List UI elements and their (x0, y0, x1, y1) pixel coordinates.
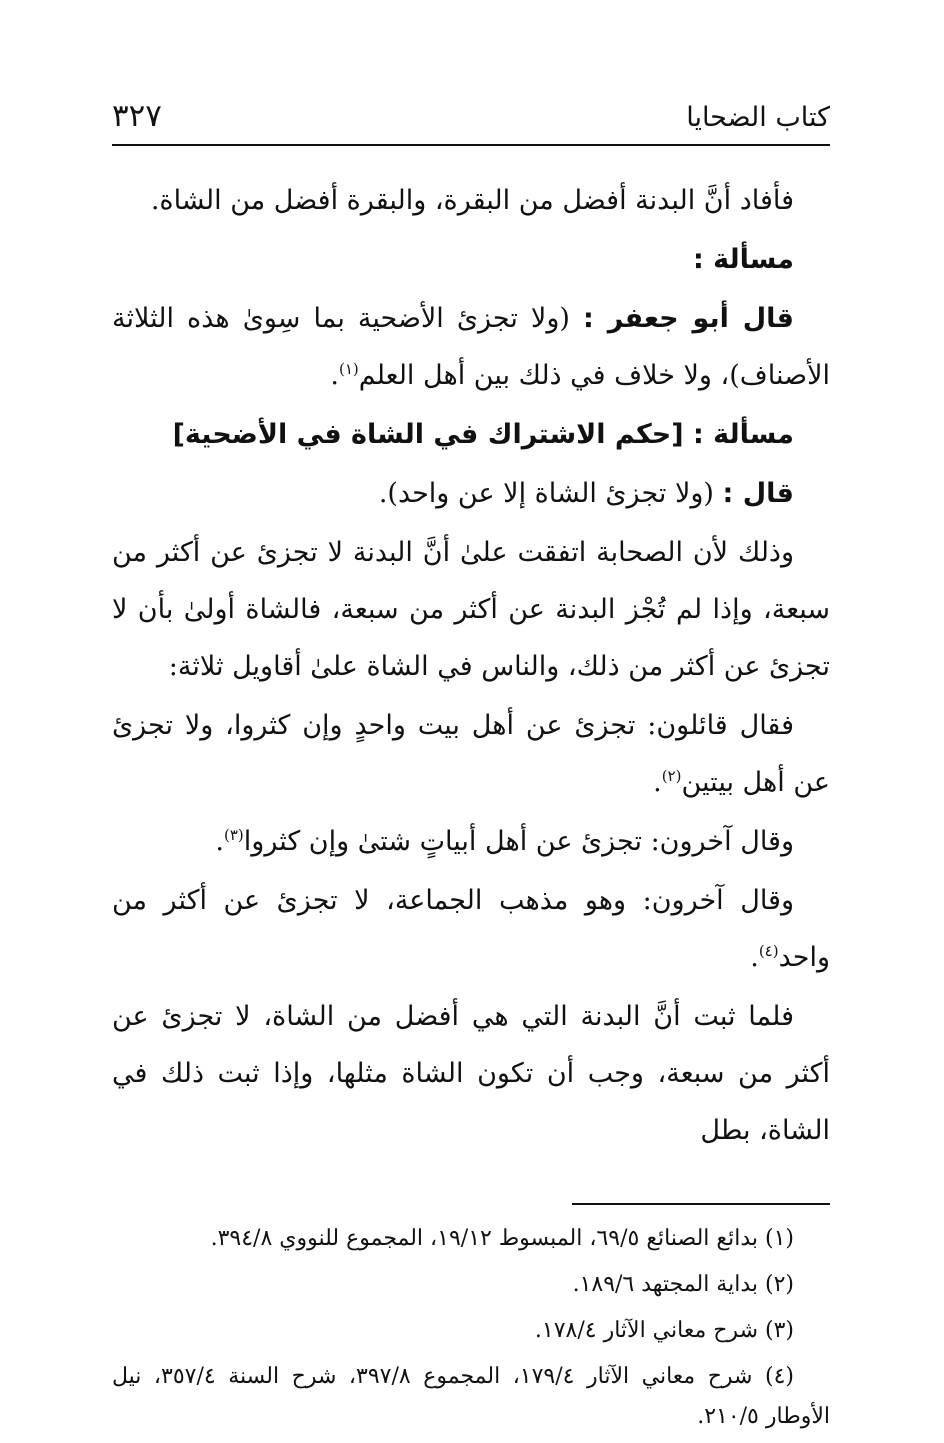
paragraph: قال : (ولا تجزئ الشاة إلا عن واحد). (378, 478, 794, 509)
running-title: كتاب الضحايا (686, 102, 830, 133)
book-page (112, 92, 830, 1443)
paragraph: قال أبو جعفر : (ولا تجزئ الأضحية بما سِوىٰ هذه الثلاثة الأصناف)، ولا خلاف في ذلك بين أهل العلم$^{(١)}$. (112, 303, 830, 391)
paragraph: فقال قائلون: تجزئ عن أهل بيت واحدٍ وإن كثروا، ولا تجزئ عن أهل بيتين$^{(٢)}$. (112, 710, 830, 798)
footnote-marker: (٤) (758, 942, 779, 960)
page-number: ٣٢٧ (112, 98, 162, 134)
paragraph: فلما ثبت أنَّ البدنة التي هي أفضل من الشاة، لا تجزئ عن أكثر من سبعة، وجب أن تكون الشاة مثلها، وإذا ثبت ذلك في الشاة، بطل (112, 1001, 830, 1146)
section-heading: مسألة : [حكم الاشتراك في الشاة في الأضحية] (172, 419, 794, 450)
footnote: (٣) شرح معاني الآثار ١٧٨/٤. (534, 1318, 794, 1343)
main-text (112, 172, 830, 1159)
footnote-marker: (٢) (661, 767, 682, 785)
footnote-marker: (١) (338, 360, 359, 378)
paragraph: وذلك لأن الصحابة اتفقت علىٰ أنَّ البدنة لا تجزئ عن أكثر من سبعة، وإذا لم تُجْز البدنة عن أكثر من سبعة، فالشاة أولىٰ بأن لا تجزئ عن أكثر من ذلك، والناس في الشاة علىٰ أقاويل ثلاثة: (112, 537, 830, 682)
footnote: (٤) شرح معاني الآثار ١٧٩/٤، المجموع ٣٩٧/٨، شرح السنة ٣٥٧/٤، نيل الأوطار ٢١٠/٥. (112, 1364, 830, 1429)
paragraph: وقال آخرون: تجزئ عن أهل أبياتٍ شتىٰ وإن كثروا$^{(٣)}$. (215, 826, 794, 857)
paragraph: فأفاد أنَّ البدنة أفضل من البقرة، والبقرة أفضل من الشاة. (150, 185, 794, 216)
footnote: (٢) بداية المجتهد ١٨٩/٦. (572, 1272, 794, 1297)
footnote-marker: (٣) (224, 826, 244, 844)
section-heading: مسألة : (692, 244, 794, 275)
page-header (112, 92, 830, 146)
footnote: (١) بدائع الصنائع ٦٩/٥، المبسوط ١٩/١٢، المجموع للنووي ٣٩٤/٨. (210, 1226, 794, 1251)
footnote-divider (572, 1203, 830, 1205)
footnotes (112, 1219, 830, 1437)
paragraph: وقال آخرون: وهو مذهب الجماعة، لا تجزئ عن أكثر من واحد$^{(٤)}$. (112, 885, 830, 973)
